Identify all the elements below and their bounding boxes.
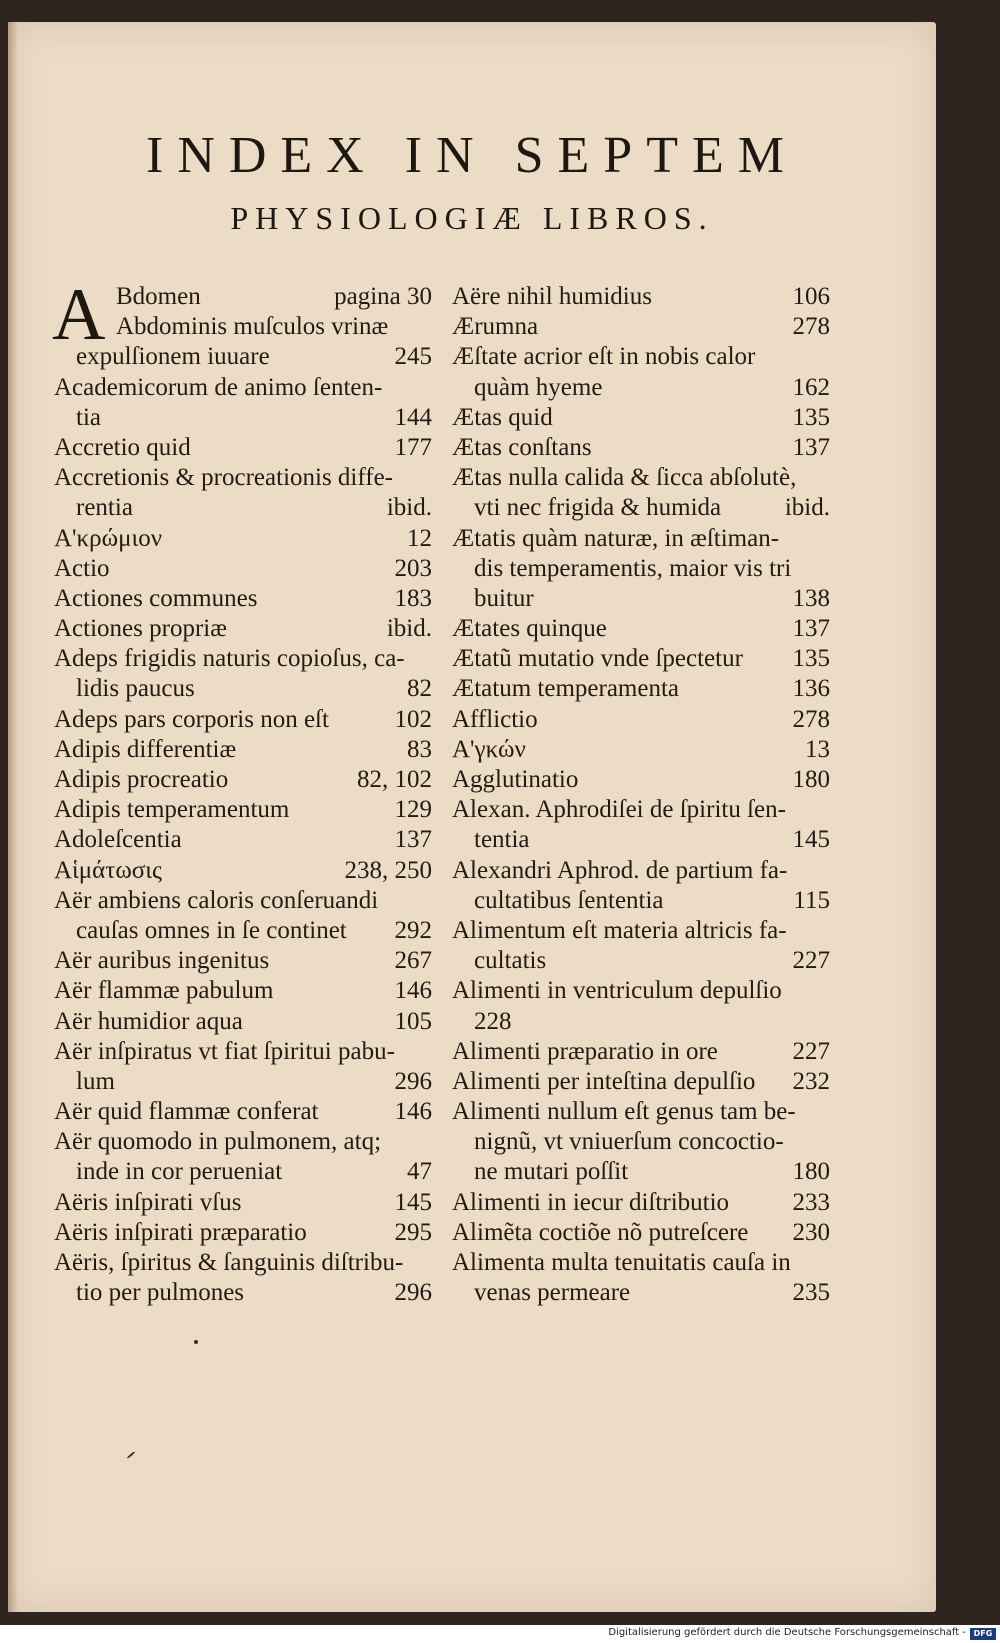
index-entry [54,886,432,916]
index-entry [452,825,830,855]
entry-page-number: 82 [407,675,432,703]
index-subtitle: PHYSIOLOGIÆ LIBROS. [230,200,714,236]
index-entry [452,1248,830,1278]
entry-text: Adipis procreatio [54,766,229,793]
index-entry [452,463,830,493]
index-entry [452,614,830,644]
entry-page-number: 183 [394,584,432,612]
digitization-footer [0,1625,1000,1643]
entry-text: buitur [474,584,534,612]
entry-page-number: 145 [394,1188,432,1216]
entry-text: Ærumna [452,313,539,341]
entry-text: tia [76,403,101,431]
index-entry [54,282,432,312]
entry-text: venas permeare [474,1279,631,1307]
index-entry [54,735,432,765]
entry-text: Adoleſcentia [54,826,182,854]
index-entry [452,282,830,312]
index-entry [54,1218,432,1248]
entry-page-number: 136 [792,675,830,703]
entry-text: Ætas quid [452,403,553,431]
entry-text: Aëris inſpirati præparatio [54,1218,307,1246]
index-entry [452,342,830,372]
drop-cap: A [52,274,106,356]
entry-page-number: 115 [793,886,830,914]
entry-page-number: 137 [394,826,432,854]
entry-page-number: 145 [792,826,830,854]
entry-page-number: 180 [792,766,830,793]
entry-text: Adipis differentiæ [54,735,237,763]
index-column-left [52,274,432,1308]
entry-page-number: 203 [394,554,432,582]
index-entry [54,1157,432,1187]
entry-text: Ætatis quàm naturæ, in æſtiman- [452,524,780,552]
index-entry [452,493,830,523]
index-entry [54,373,432,403]
index-entry [452,1007,830,1037]
entry-page-number: 233 [792,1188,830,1216]
entry-page-number: 47 [407,1158,432,1186]
index-entry [54,493,432,523]
entry-text: cauſas omnes in ſe continet [76,916,347,944]
index-entry [452,524,830,554]
entry-text: Abdominis muſculos vrinæ [116,313,389,341]
entry-text: Aëris, ſpiritus & ſanguinis diſtribu- [54,1249,404,1276]
entry-text: ne mutari poſſit [474,1158,629,1186]
entry-page-number: pagina 30 [334,283,432,310]
entry-page-number: 83 [407,735,432,763]
index-entry [452,916,830,946]
entry-text: cultatis [474,947,547,975]
entry-text: Ætates quinque [452,615,607,643]
entry-page-number: ibid. [386,615,432,643]
entry-text: cultatibus ſententia [474,886,664,914]
entry-page-number: 230 [792,1218,830,1246]
index-entry [54,584,432,614]
entry-text: Actiones communes [54,584,258,612]
entry-page-number: 135 [792,403,830,431]
index-entry [54,705,432,735]
index-entry [54,524,432,554]
entry-text: Alexandri Aphrod. de partium fa- [452,856,788,884]
index-entry [452,584,830,614]
index-entry [54,554,432,584]
index-entry [452,1157,830,1187]
entry-text: Adeps pars corporis non eſt [54,705,329,733]
index-entry [54,916,432,946]
entry-page-number: 162 [792,373,830,401]
entry-page-number: 146 [394,977,432,1005]
entry-page-number: 135 [792,645,830,673]
entry-text: Aër ambiens caloris conſeruandi [54,886,379,914]
index-entry [452,795,830,825]
entry-text: Ætas conſtans [452,433,592,461]
entry-text: Α'κρώμιον [54,524,163,552]
entry-text: Alimenti præparatio in ore [452,1037,718,1065]
entry-text: inde in cor perueniat [76,1158,283,1186]
entry-text: tentia [474,826,530,854]
entry-page-number: 137 [792,615,830,643]
entry-page-number: 235 [792,1279,830,1307]
index-entry [452,312,830,342]
entry-page-number: ibid. [784,494,830,522]
index-entry [452,674,830,704]
index-entry [452,433,830,463]
index-entry [452,373,830,403]
ink-mark [127,1451,136,1459]
entry-page-number: 245 [394,343,432,371]
entry-text: Ætatum temperamenta [452,675,680,703]
entry-text: Alimentum eſt materia altricis fa- [452,916,787,944]
index-entry [452,1278,830,1308]
entry-text: dis temperamentis, maior vis tri [474,554,792,582]
entry-text: Aër quomodo in pulmonem, atq; [54,1128,382,1156]
index-entry [54,1248,432,1278]
entry-page-number: 238, 250 [344,856,432,884]
entry-text: Alimẽta coctiõe nõ putreſcere [452,1218,749,1246]
index-entry [54,825,432,855]
index-entry [452,856,830,886]
entry-page-number: 295 [394,1218,432,1246]
index-entry [452,1037,830,1067]
entry-page-number: 138 [792,584,830,612]
entry-text: Æſtate acrior eſt in nobis calor [452,343,756,371]
index-entry [452,976,830,1006]
index-entry [452,403,830,433]
entry-page-number: ibid. [386,494,432,522]
index-entry [452,946,830,976]
entry-page-number: 102 [394,705,432,733]
entry-text: Aëre nihil humidius [452,283,652,310]
index-entry [54,433,432,463]
entry-text: Bdomen [116,283,201,310]
entry-page-number: 82, 102 [357,766,432,793]
entry-text: Actiones propriæ [54,615,227,643]
entry-text: Aër quid flammæ conferat [54,1098,319,1126]
entry-page-number: 177 [394,433,432,461]
entry-text: Alimenti per inteſtina depulſio [452,1067,756,1095]
index-entry [452,765,830,795]
entry-page-number: 12 [407,524,432,552]
index-entry [54,614,432,644]
entry-text: Afflictio [452,705,538,733]
book-page [8,22,936,1612]
entry-page-number: 278 [792,705,830,733]
index-entry [54,342,432,372]
index-entry [54,312,432,342]
entry-text: tio per pulmones [76,1279,245,1307]
entry-page-number: 137 [792,433,830,461]
entry-text: Aër inſpiratus vt fiat ſpiritui pabu- [54,1037,395,1065]
entry-page-number: 129 [394,796,432,824]
index-entry [54,463,432,493]
entry-text: Ætas nulla calida & ſicca abſolutè, [452,464,797,492]
entry-page-number: 105 [394,1007,432,1035]
entry-text: Alexan. Aphrodiſei de ſpiritu ſen- [452,796,786,824]
index-entry [54,795,432,825]
entry-page-number: 227 [792,1037,830,1065]
entry-page-number: 278 [792,313,830,341]
index-entry [452,554,830,584]
index-entry [452,1218,830,1248]
index-entry [452,735,830,765]
entry-text: Agglutinatio [452,766,579,793]
entry-text: Accretio quid [54,433,191,461]
entry-text: Aër humidior aqua [54,1007,243,1035]
index-entry [452,1127,830,1157]
index-entry [54,644,432,674]
index-entry [54,976,432,1006]
index-entry [452,705,830,735]
entry-text: quàm hyeme [474,373,603,401]
index-column-right [452,282,830,1308]
index-entry [54,946,432,976]
index-title: INDEX IN SEPTEM [146,127,798,184]
entry-page-number: 146 [394,1098,432,1126]
entry-text: 228 [474,1007,512,1035]
index-entry [54,1127,432,1157]
index-entry [452,1097,830,1127]
entry-page-number: 227 [792,947,830,975]
entry-page-number: 144 [394,403,432,431]
index-entry [54,674,432,704]
index-entry [54,856,432,886]
index-entry [452,644,830,674]
entry-page-number: 292 [394,916,432,944]
entry-text: nignũ, vt vniuerſum concoctio- [474,1128,784,1156]
footer-credit: Digitalisierung gefördert durch die Deutsche Forschungsgemeinschaft - [608,1627,966,1638]
entry-page-number: 180 [792,1158,830,1186]
entry-text: lum [76,1067,115,1095]
entry-page-number: 267 [394,947,432,975]
entry-text: lidis paucus [76,675,195,703]
entry-text: Actio [54,554,110,582]
entry-text: Aër flammæ pabulum [54,977,274,1005]
entry-text: Accretionis & procreationis diffe- [54,464,394,492]
entry-page-number: 13 [805,735,830,763]
entry-page-number: 232 [792,1067,830,1095]
index-entry [452,886,830,916]
index-entry [54,1007,432,1037]
entry-text: Alimenti nullum eſt genus tam be- [452,1098,796,1126]
ink-speck [194,1340,198,1344]
index-entry [54,1188,432,1218]
entry-text: Α'γκών [452,735,526,763]
entry-page-number: 296 [394,1279,432,1307]
entry-text: Alimenti in iecur diſtributio [452,1188,730,1216]
index-entry [54,765,432,795]
index-entry [54,403,432,433]
entry-text: Alimenti in ventriculum depulſio [452,977,782,1005]
index-entry [54,1097,432,1127]
index-entry [452,1067,830,1097]
entry-text: Adeps frigidis naturis copioſus, ca- [54,645,405,673]
entry-text: rentia [76,494,133,522]
index-entry [54,1037,432,1067]
entry-page-number: 106 [792,283,830,310]
entry-page-number: 296 [394,1067,432,1095]
entry-text: Ætatũ mutatio vnde ſpectetur [452,645,743,673]
entry-text: Adipis temperamentum [54,796,290,824]
dfg-logo-icon: DFG [970,1628,996,1640]
index-entry [54,1278,432,1308]
entry-text: Academicorum de animo ſenten- [54,373,383,401]
entry-text: Αἱμάτωσις [54,856,162,884]
index-entry [54,1067,432,1097]
index-entry [452,1188,830,1218]
entry-text: expulſionem iuuare [76,343,270,371]
entry-text: vti nec frigida & humida [474,494,722,522]
entry-text: Aëris inſpirati vſus [54,1188,242,1216]
entry-text: Alimenta multa tenuitatis cauſa in [452,1249,791,1276]
entry-text: Aër auribus ingenitus [54,947,270,975]
